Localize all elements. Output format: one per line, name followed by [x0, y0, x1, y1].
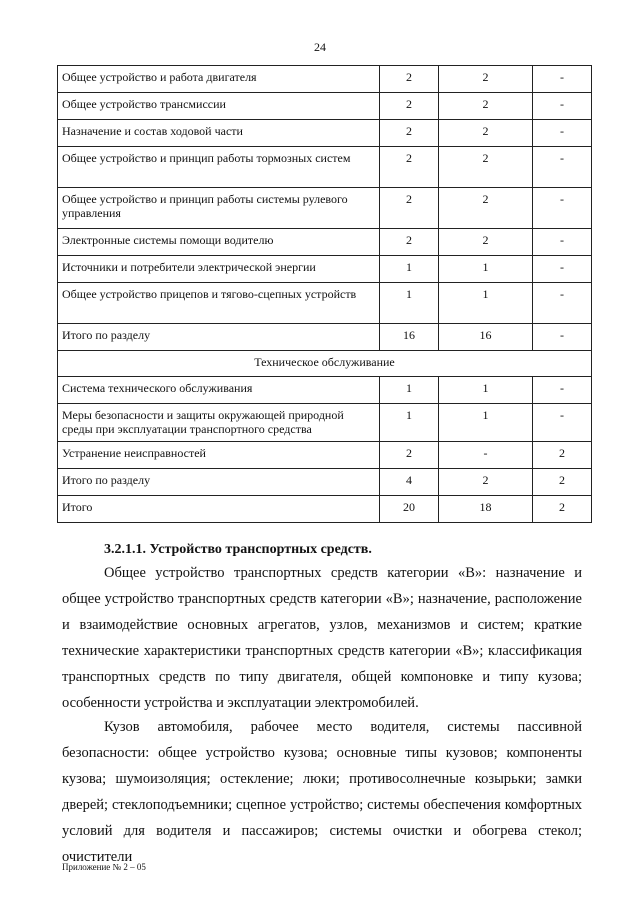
table-cell-hours-theory: 16: [439, 324, 533, 351]
table-cell-hours-theory: 2: [439, 66, 533, 93]
table-cell-hours-practice: 2: [533, 442, 592, 469]
table-cell-topic: Общее устройство и принцип работы системы рулевого управления: [58, 188, 380, 229]
table-row: [58, 188, 592, 229]
table-cell-topic: Меры безопасности и защиты окружающей природной среды при эксплуатации транспортного средства: [58, 404, 380, 442]
table-cell-hours-total: 16: [380, 324, 439, 351]
table-cell-hours-theory: 2: [439, 147, 533, 188]
footer-appendix-label: Приложение № 2 – 05: [62, 862, 146, 872]
table-cell-hours-practice: -: [533, 120, 592, 147]
table-row: [58, 377, 592, 404]
table-row: [58, 496, 592, 523]
table-row: [58, 256, 592, 283]
table-cell-hours-practice: -: [533, 188, 592, 229]
table-cell-hours-total: 2: [380, 66, 439, 93]
table-cell-topic: Общее устройство и работа двигателя: [58, 66, 380, 93]
table-cell-topic: Источники и потребители электрической энергии: [58, 256, 380, 283]
table-row: [58, 66, 592, 93]
table-cell-topic: Итого по разделу: [58, 469, 380, 496]
table-row: [58, 283, 592, 324]
table-cell-hours-theory: 2: [439, 120, 533, 147]
table-cell-hours-total: 1: [380, 377, 439, 404]
page-number: 24: [314, 40, 326, 54]
table-cell-topic: Общее устройство и принцип работы тормозных систем: [58, 147, 380, 188]
table-cell-hours-practice: -: [533, 66, 592, 93]
table-cell-hours-theory: 1: [439, 256, 533, 283]
table-cell-hours-practice: 2: [533, 469, 592, 496]
table-cell-topic: Итого: [58, 496, 380, 523]
table-cell-hours-theory: 18: [439, 496, 533, 523]
table-cell-hours-theory: 1: [439, 404, 533, 442]
table-cell-topic: Система технического обслуживания: [58, 377, 380, 404]
table-row: [58, 93, 592, 120]
table-cell-topic: Общее устройство прицепов и тягово-сцепных устройств: [58, 283, 380, 324]
paragraph-vehicle-body: Кузов автомобиля, рабочее место водителя, системы пассивной безопасности: общее устройство кузова; основные типы кузовов; компоненты кузова; шумоизоляция; остекление; люки; противосолнечные козырьки; замки дверей; стеклоподъемники; сцепное устройство; системы обеспечения комфортных условий для водителя и пассажиров; системы очистки и обогрева стекол; очистители: [62, 719, 582, 865]
table-cell-hours-theory: 2: [439, 229, 533, 256]
table-cell-hours-practice: -: [533, 377, 592, 404]
table-cell-hours-practice: -: [533, 283, 592, 324]
table-row: [58, 229, 592, 256]
table-cell-hours-practice: 2: [533, 496, 592, 523]
table-cell-hours-total: 2: [380, 93, 439, 120]
table-cell-topic: Электронные системы помощи водителю: [58, 229, 380, 256]
table-cell-hours-total: 2: [380, 147, 439, 188]
table-cell-hours-theory: 2: [439, 469, 533, 496]
table-cell-hours-theory: -: [439, 442, 533, 469]
table-row: [58, 147, 592, 188]
table-section-title: Техническое обслуживание: [58, 351, 592, 377]
table-cell-hours-total: 1: [380, 404, 439, 442]
table-cell-hours-practice: -: [533, 147, 592, 188]
table-cell-hours-theory: 1: [439, 377, 533, 404]
table-cell-hours-total: 20: [380, 496, 439, 523]
table-cell-hours-practice: -: [533, 256, 592, 283]
table-cell-hours-total: 1: [380, 283, 439, 324]
table-cell-hours-total: 2: [380, 442, 439, 469]
table-cell-hours-practice: -: [533, 404, 592, 442]
table-cell-hours-total: 4: [380, 469, 439, 496]
table-cell-hours-theory: 1: [439, 283, 533, 324]
table-cell-hours-practice: -: [533, 229, 592, 256]
curriculum-table-body: [58, 66, 592, 523]
table-cell-hours-total: 1: [380, 256, 439, 283]
table-row: [58, 404, 592, 442]
table-row: [58, 442, 592, 469]
paragraph-vehicle-general: Общее устройство транспортных средств категории «B»: назначение и общее устройство транспортных средств категории «B»; назначение, расположение и взаимодействие основных агрегатов, узлов, механизмов и систем; краткие технические характеристики транспортных средств категории «B»; классификация транспортных средств по типу двигателя, общей компоновке и типу кузова; особенности устройства и эксплуатации электромобилей.: [62, 565, 582, 711]
curriculum-table: [57, 65, 592, 523]
table-cell-topic: Итого по разделу: [58, 324, 380, 351]
table-cell-topic: Устранение неисправностей: [58, 442, 380, 469]
table-row: [58, 469, 592, 496]
table-cell-hours-practice: -: [533, 93, 592, 120]
table-cell-hours-total: 2: [380, 188, 439, 229]
table-cell-hours-theory: 2: [439, 188, 533, 229]
section-heading: 3.2.1.1. Устройство транспортных средств.: [104, 542, 372, 557]
table-cell-hours-theory: 2: [439, 93, 533, 120]
table-cell-hours-practice: -: [533, 324, 592, 351]
table-cell-hours-total: 2: [380, 120, 439, 147]
table-cell-topic: Назначение и состав ходовой части: [58, 120, 380, 147]
table-cell-hours-total: 2: [380, 229, 439, 256]
table-row: [58, 324, 592, 351]
table-cell-topic: Общее устройство трансмиссии: [58, 93, 380, 120]
table-section-row: [58, 351, 592, 377]
table-row: [58, 120, 592, 147]
